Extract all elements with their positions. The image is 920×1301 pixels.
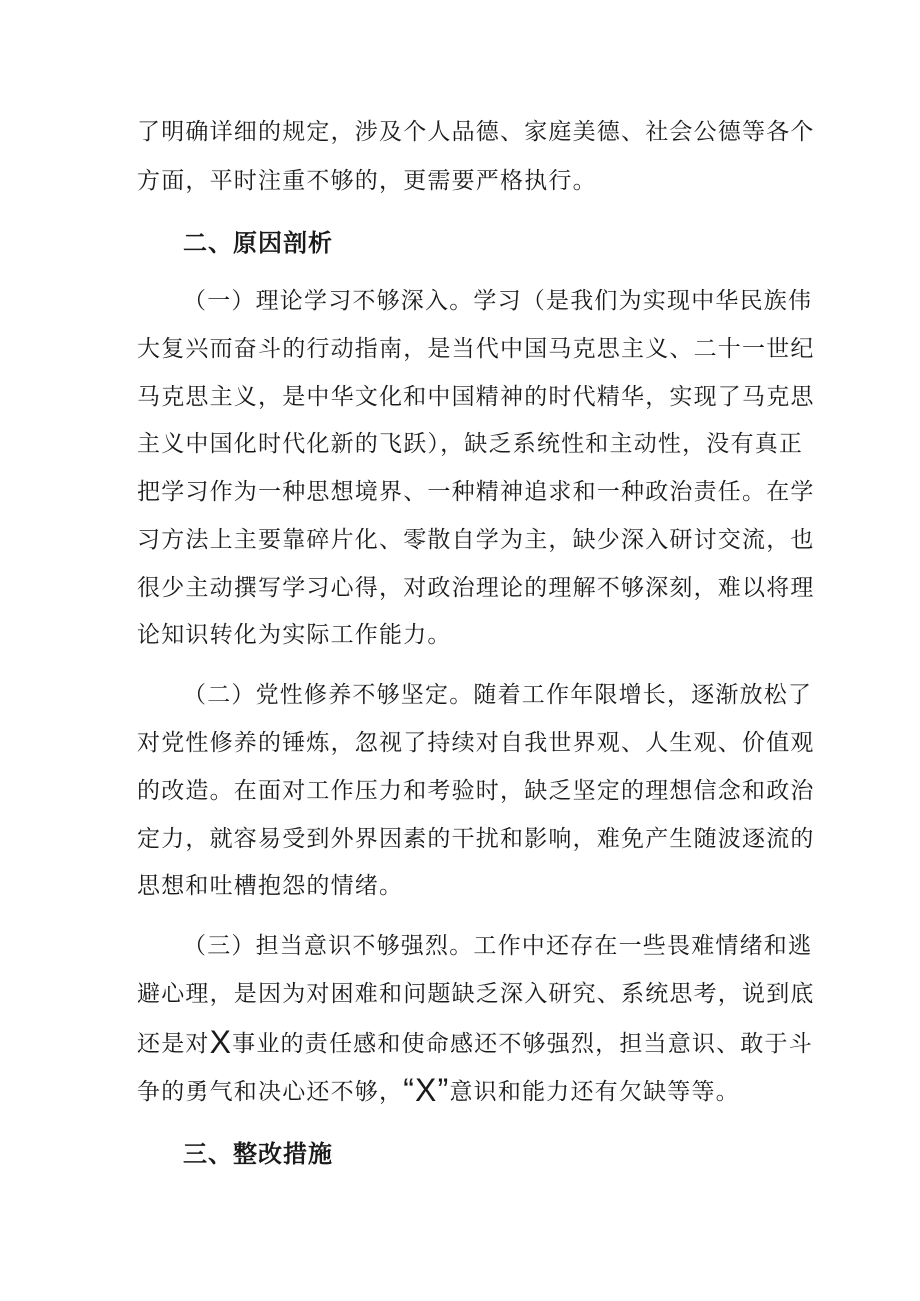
para2-line-2: 对党性修养的锤炼，忽视了持续对自我世界观、人生观、价值观 (137, 730, 815, 756)
para3-line-4 (137, 1072, 797, 1108)
para1-line-3: 马克思主义，是中华文化和中国精神的时代精华，实现了马克思 (137, 384, 815, 410)
para2-line-4: 定力，就容易受到外界因素的干扰和影响，难免产生随波逐流的 (137, 826, 815, 852)
para1-line-1: （一）理论学习不够深入。学习（是我们为实现中华民族伟 (183, 288, 813, 314)
para1-line-7: 很少主动撰写学习心得，对政治理论的理解不够深刻，难以将理 (137, 575, 815, 601)
para2-line-5: 思想和吐槽抱怨的情绪。 (137, 873, 404, 899)
para3-line-2: 避心理，是因为对困难和问题缺乏深入研究、系统思考，说到底 (137, 981, 815, 1007)
para1-line-6: 习方法上主要靠碎片化、零散自学为主，缺少深入研讨交流，也 (137, 527, 815, 553)
para3-line-3-end: 事业的责任感和使命感还不够强烈，担当意识、敢于斗 (232, 1031, 813, 1057)
placeholder-x: X (209, 1024, 233, 1060)
para1-line-5: 把学习作为一种思想境界、一种精神追求和一种政治责任。在学 (137, 479, 815, 505)
intro-line-1: 了明确详细的规定，涉及个人品德、家庭美德、社会公德等各个 (137, 119, 815, 145)
section-heading-rectification: 三、整改措施 (183, 1140, 333, 1168)
para1-line-4: 主义中国化时代化新的飞跃），缺乏系统性和主动性，没有真正 (137, 431, 804, 457)
para1-line-2: 大复兴而奋斗的行动指南，是当代中国马克思主义、二十一世纪 (137, 336, 815, 362)
para1-line-8: 论知识转化为实际工作能力。 (137, 622, 452, 648)
para2-line-3: 的改造。在面对工作压力和考验时，缺乏坚定的理想信念和政治 (137, 778, 815, 804)
para3-line-3 (137, 1024, 813, 1060)
section-heading-cause-analysis: 二、原因剖析 (183, 229, 333, 257)
para3-line-4-end: 意识和能力还有欠缺等等。 (449, 1079, 740, 1105)
placeholder-quoted-x: “X” (403, 1072, 450, 1108)
para3-line-3-start: 还是对 (137, 1031, 210, 1057)
intro-line-2: 方面，平时注重不够的，更需要严格执行。 (137, 168, 597, 194)
para2-line-1: （二）党性修养不够坚定。随着工作年限增长，逐渐放松了 (183, 682, 813, 708)
para3-line-1: （三）担当意识不够强烈。工作中还存在一些畏难情绪和逃 (183, 933, 813, 959)
para3-line-4-start: 争的勇气和决心还不够， (137, 1079, 404, 1105)
